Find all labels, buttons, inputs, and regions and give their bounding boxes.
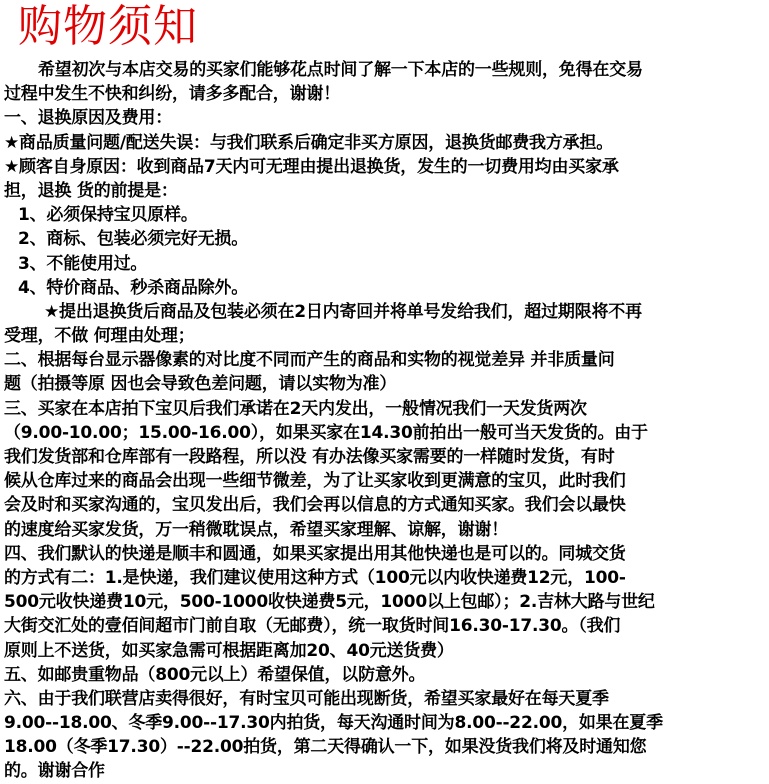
- condition-2: 2、商标、包装必须完好无损。: [18, 229, 249, 250]
- notice-body: [4, 58, 764, 784]
- section-4-line-3: 500元收快递费10元，500-1000收快递费5元，1000以上包邮）；2.吉林大路与世纪: [4, 592, 655, 613]
- section-2-line-1: 二、根据每台显示器像素的对比度不同而产生的商品和实物的视觉差异 并非质量问: [4, 350, 615, 371]
- section-4-line-1: 四、我们默认的快递是顺丰和圆通，如果买家提出用其他快递也是可以的。同城交货: [4, 543, 626, 564]
- section-2-line-2: 题（拍摄等原 因也会导致色差问题，请以实物为准）: [4, 374, 397, 395]
- condition-3: 3、不能使用过。: [18, 253, 148, 274]
- condition-4: 4、特价商品、秒杀商品除外。: [18, 277, 249, 298]
- section-6-line-2: 9.00--18.00、冬季9.00--17.30内拍货，每天沟通时间为8.00--22.00，如果在夏季: [4, 713, 663, 734]
- quality-issue-line: ★商品质量问题/配送失误：与我们联系后确定非买方原因，退换货邮费我方承担。: [4, 132, 614, 153]
- return-deadline-line-2: 受理，不做 何理由处理；: [4, 326, 195, 347]
- section-3-line-6: 的速度给买家发货，万一稍微耽误点，希望买家理解、谅解，谢谢！: [4, 519, 508, 540]
- customer-reason-line-1: ★顾客自身原因：收到商品7天内可无理由提出退换货，发生的一切费用均由买家承: [4, 156, 619, 177]
- page-title: 购物须知: [18, 1, 198, 52]
- return-deadline-line-1: ★提出退换货后商品及包装必须在2日内寄回并将单号发给我们，超过期限将不再: [44, 301, 642, 322]
- intro-line-1: 希望初次与本店交易的买家们能够花点时间了解一下本店的一些规则，免得在交易: [38, 60, 643, 80]
- section-3-line-5: 会及时和买家沟通的，宝贝发出后，我们会再以信息的方式通知买家。我们会以最快: [4, 495, 626, 516]
- section-1-heading: 一、退换原因及费用：: [4, 108, 172, 129]
- section-6-line-1: 六、由于我们联营店卖得很好，有时宝贝可能出现断货，希望买家最好在每天夏季: [4, 688, 609, 709]
- section-3-line-2: （9.00-10.00；15.00-16.00），如果买家在14.30前拍出一般可当天发货的。由于: [4, 422, 648, 443]
- section-5-line: 五、如邮贵重物品（800元以上）希望保值，以防意外。: [4, 664, 426, 685]
- section-3-line-4: 候从仓库过来的商品会出现一些细节微差，为了让买家收到更满意的宝贝，此时我们: [4, 471, 626, 492]
- section-6-line-4: 的。谢谢合作: [4, 761, 105, 782]
- section-4-line-5: 原则上不送货，如买家急需可根据距离加20、40元送货费）: [4, 640, 454, 661]
- section-4-line-4: 大街交汇处的壹佰间超市门前自取（无邮费），统一取货时间16.30-17.30。（我们: [4, 616, 621, 637]
- intro-line-2: 过程中发生不快和纠纷，请多多配合，谢谢！: [4, 84, 340, 105]
- section-3-line-1: 三、买家在本店拍下宝贝后我们承诺在2天内发出，一般情况我们一天发货两次: [4, 398, 587, 419]
- section-4-line-2: 的方式有二：1.是快递，我们建议使用这种方式（100元以内收快递费12元，100-: [4, 567, 626, 588]
- section-6-line-3: 18.00（冬季17.30）--22.00拍货，第二天得确认一下，如果没货我们将及时通知您: [4, 737, 647, 758]
- section-3-line-3: 我们发货部和仓库部有一段路程，所以没 有办法像买家需要的一样随时发货，有时: [4, 447, 615, 467]
- customer-reason-line-2: 担，退换 货的前提是：: [4, 180, 178, 201]
- condition-1: 1、必须保持宝贝原样。: [18, 205, 198, 226]
